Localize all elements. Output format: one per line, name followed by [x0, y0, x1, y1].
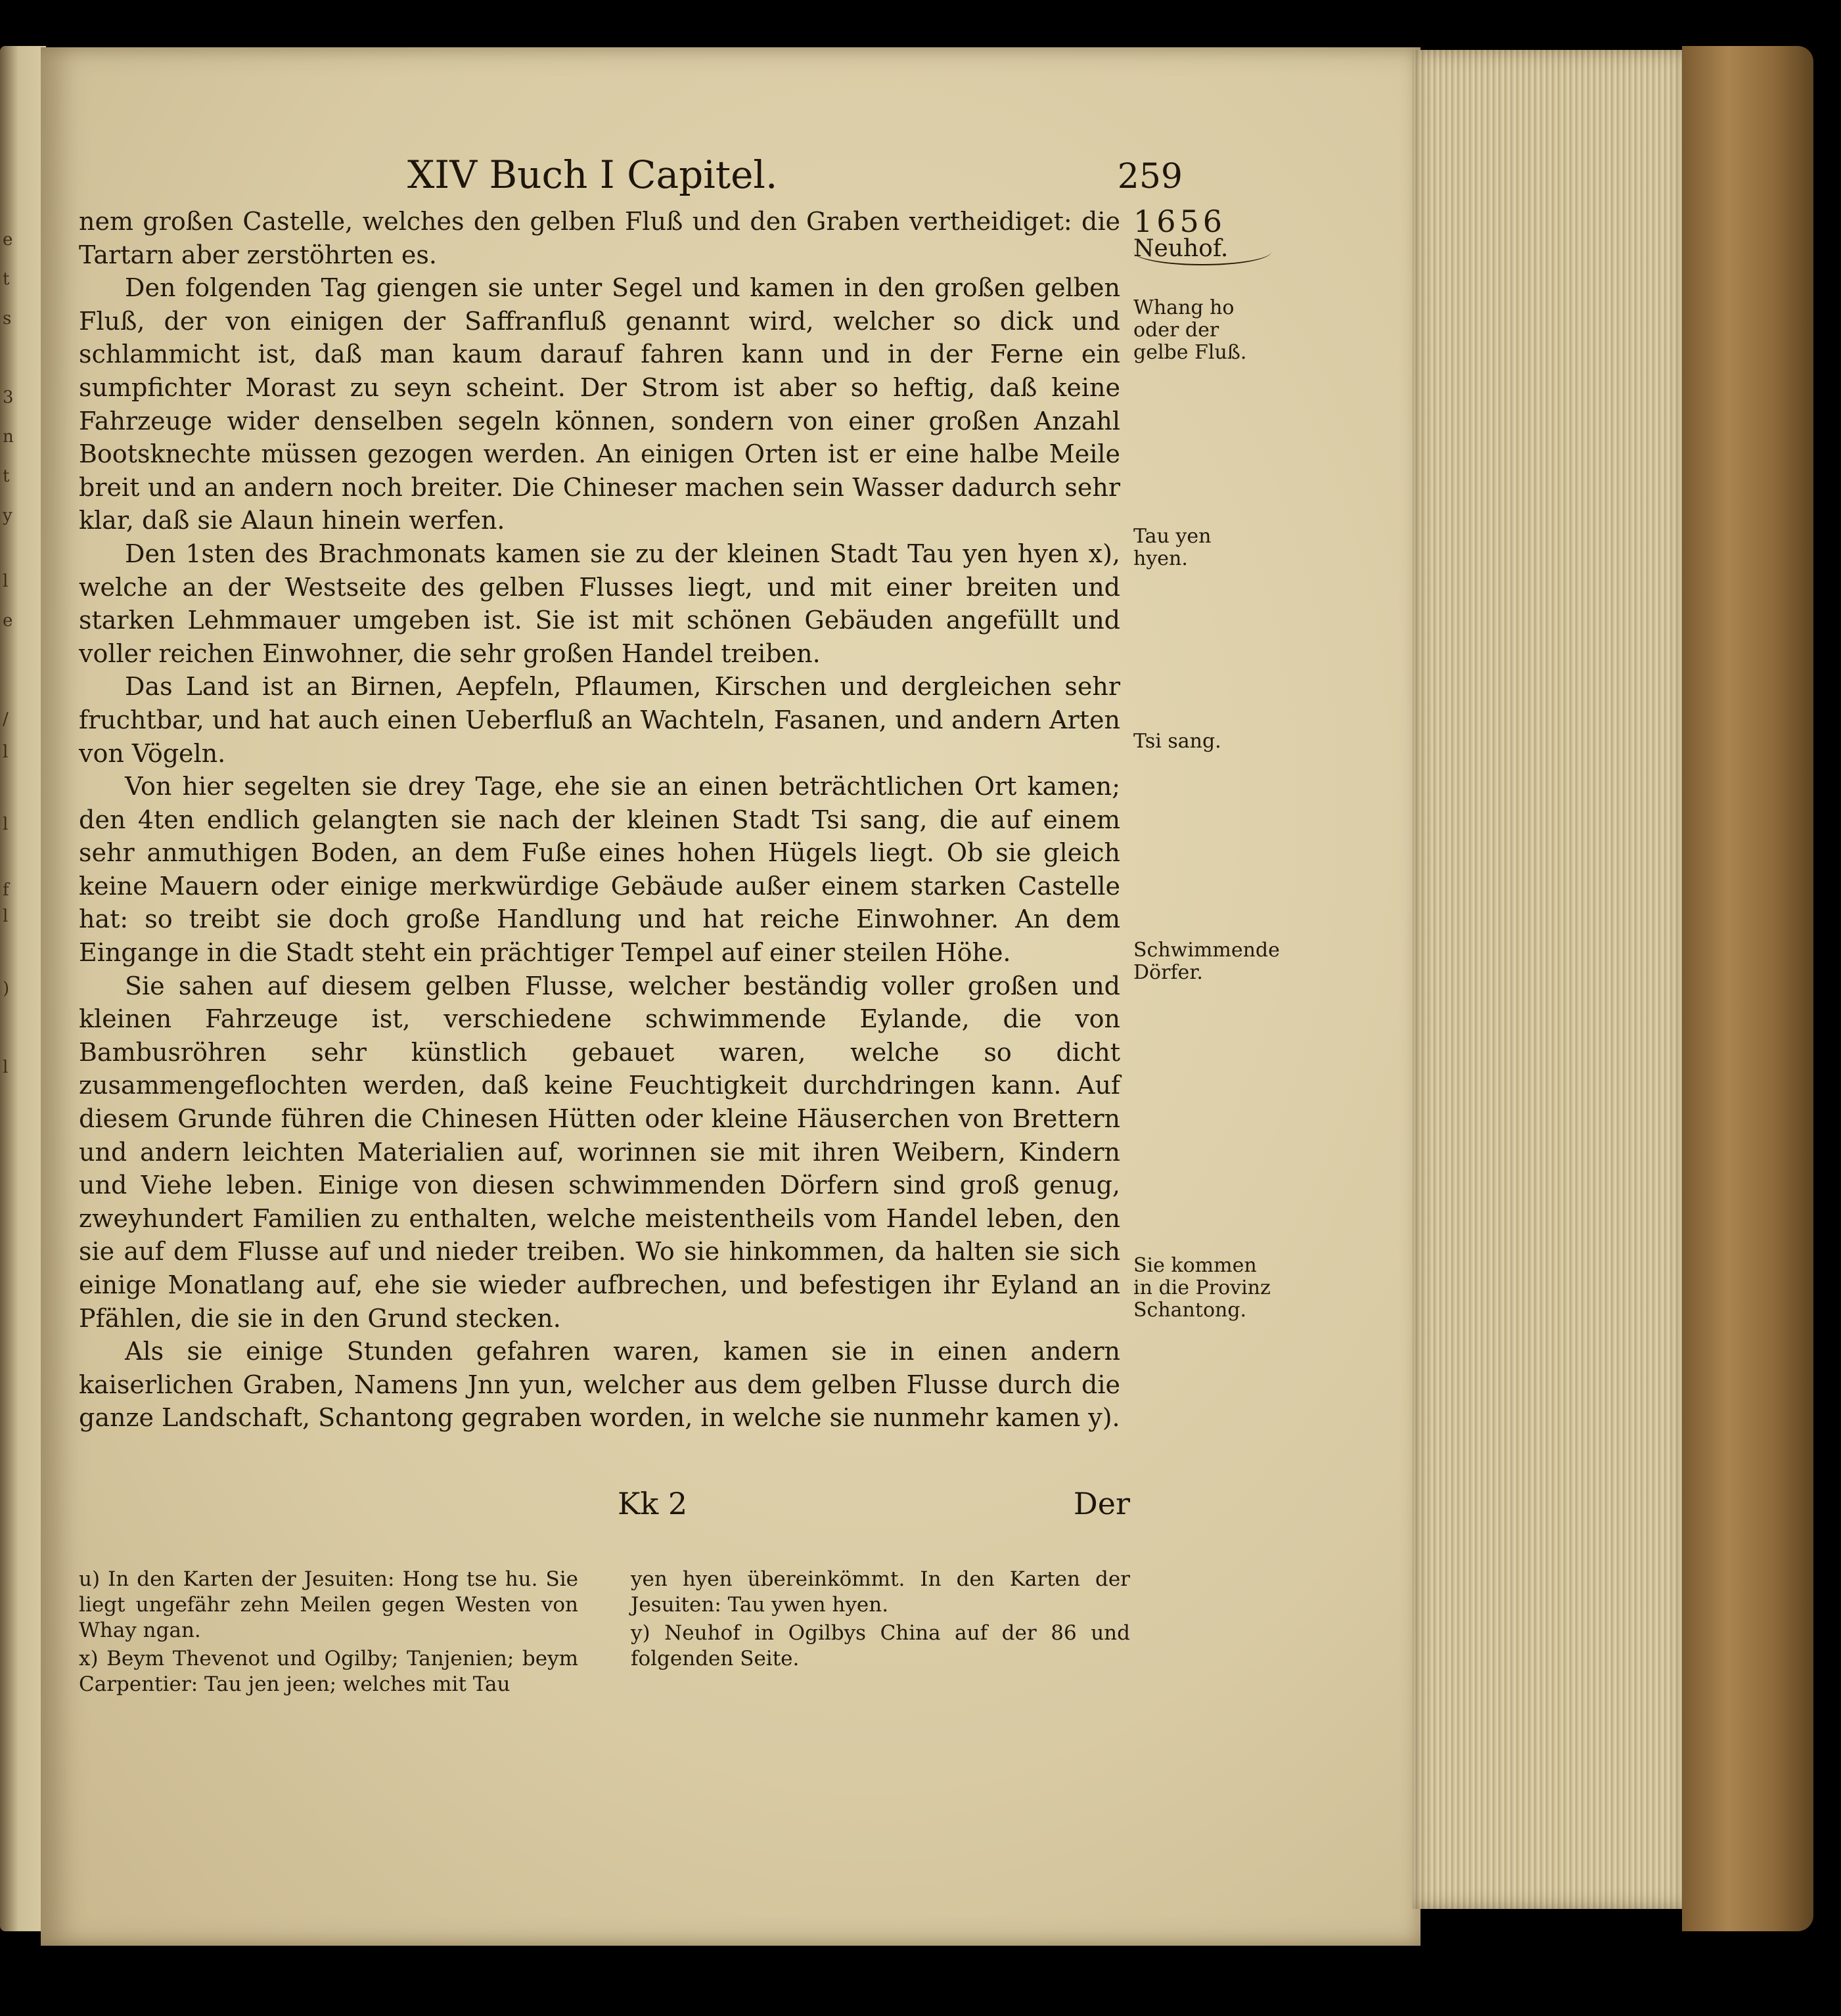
edge-mark: f: [3, 880, 9, 900]
paragraph: Den 1sten des Brachmonats kamen sie zu der kleinen Stadt Tau yen hyen x), welche an der Westseite des gelben Flusses liegt, und mit einer breiten und starken Lehmmauer umgeben ist. Sie ist mit schönen Gebäuden angefüllt und voller reichen Einwohner, die sehr großen Handel treiben.: [79, 539, 1120, 668]
footnote-column-right: [631, 1567, 1130, 1700]
edge-mark: /: [3, 709, 9, 729]
edge-mark: l: [3, 571, 9, 591]
catchword: Der: [1073, 1486, 1130, 1521]
margin-note: Whang ho oder der gelbe Fluß.: [1133, 296, 1247, 364]
signature-mark: Kk 2: [618, 1486, 688, 1521]
footnote: y) Neuhof in Ogilbys China auf der 86 und folgenden Seite.: [631, 1621, 1130, 1670]
margin-author: Neuhof.: [1133, 238, 1271, 265]
edge-mark: l: [3, 907, 9, 926]
edge-mark: n: [3, 427, 14, 447]
edge-mark: e: [3, 230, 13, 250]
footnote: x) Beym Thevenot und Ogilby; Tanjenien; beym Carpentier: Tau jen jeen; welches mit Tau: [79, 1647, 578, 1696]
edge-mark: 3: [3, 388, 14, 407]
edge-mark: t: [3, 466, 10, 486]
margin-year: 1656: [1133, 204, 1227, 239]
edge-mark: e: [3, 611, 13, 631]
footnotes: [79, 1567, 1130, 1700]
footnote: yen hyen übereinkömmt. In den Karten der Jesuiten: Tau ywen hyen.: [631, 1567, 1130, 1617]
edge-mark: l: [3, 1058, 9, 1077]
running-title: XIV Buch I Capitel.: [407, 152, 778, 197]
page-edges: [1413, 50, 1689, 1909]
margin-note: Tsi sang.: [1133, 730, 1221, 753]
paragraph: Sie sahen auf diesem gelben Flusse, welcher beständig voller großen und kleinen Fahrzeuge ist, verschiedene schwimmende Eylande, die von Bambusröhren sehr künstlich gebauet waren, welche so dicht zusammengeflochten werden, daß keine Feuchtigkeit durchdringen kann. Auf diesem Grunde führen die Chinesen Hütten oder kleine Häuserchen von Brettern und andern leichten Materialien auf, worinnen sie mit ihren Weibern, Kindern und Viehe leben. Einige von diesen schwimmenden Dörfern sind groß genug, zweyhundert Familien zu enthalten, welche meistentheils vom Handel leben, den sie auf dem Flusse auf und nieder treiben. Wo sie hinkommen, da halten sie sich einige Monatlang auf, ehe sie wieder aufbrechen, und befestigen ihr Eyland an Pfählen, die sie in den Grund stecken.: [79, 971, 1120, 1333]
margin-note: Sie kommen in die Provinz Schantong.: [1133, 1254, 1271, 1322]
body-text: [79, 205, 1120, 1435]
edge-mark: ): [3, 979, 10, 998]
footnote: u) In den Karten der Jesuiten: Hong tse hu. Sie liegt ungefähr zehn Meilen gegen Westen von Whay ngan.: [79, 1567, 578, 1642]
edge-mark: s: [3, 309, 12, 328]
footnote-column-left: [79, 1567, 578, 1700]
book-cover: [1682, 46, 1813, 1931]
paragraph: nem großen Castelle, welches den gelben Fluß und den Graben vertheidiget: die Tartarn aber zerstöhrten es.: [79, 207, 1120, 269]
edge-mark: l: [3, 742, 9, 762]
edge-mark: l: [3, 815, 9, 834]
paragraph: Den folgenden Tag giengen sie unter Segel und kamen in den großen gelben Fluß, der von einigen der Saffranfluß genannt wird, welcher so dick und schlammicht ist, daß man kaum darauf fahren kann und in der Ferne ein sumpfichter Morast zu seyn scheint. Der Strom ist aber so heftig, daß keine Fahrzeuge wider denselben segeln können, sondern von einer großen Anzahl Bootsknechte müssen gezogen werden. An einigen Orten ist er eine halbe Meile breit und an andern noch breiter. Die Chineser machen sein Wasser dadurch sehr klar, daß sie Alaun hinein werfen.: [79, 273, 1120, 535]
paragraph: Das Land ist an Birnen, Aepfeln, Pflaumen, Kirschen und dergleichen sehr fruchtbar, und hat auch einen Ueberfluß an Wachteln, Fasanen, und andern Arten von Vögeln.: [79, 672, 1120, 768]
catchline: [618, 1486, 1130, 1521]
edge-mark: t: [3, 269, 10, 289]
margin-year-author: [1133, 205, 1271, 273]
left-page-edge: [0, 46, 46, 1931]
margin-note: Tau yen hyen.: [1133, 525, 1212, 570]
paragraph: Als sie einige Stunden gefahren waren, kamen sie in einen andern kaiserlichen Graben, Namens Jnn yun, welcher aus dem gelben Flusse durch die ganze Landschaft, Schantong gegraben worden, in welche sie nunmehr kamen y).: [79, 1337, 1120, 1433]
margin-note: Schwimmende Dörfer.: [1133, 939, 1280, 984]
edge-mark: y: [3, 506, 12, 526]
paragraph: Von hier segelten sie drey Tage, ehe sie an einen beträchtlichen Ort kamen; den 4ten endlich gelangten sie nach der kleinen Stadt Tsi sang, die auf einem sehr anmuthigen Boden, an dem Fuße eines hohen Hügels liegt. Ob sie gleich keine Mauern oder einige merkwürdige Gebäude außer einem starken Castelle hat: so treibt sie doch große Handlung und hat reiche Einwohner. An dem Eingange in die Stadt steht ein prächtiger Tempel auf einer steilen Höhe.: [79, 772, 1120, 968]
page-number: 259: [1117, 157, 1183, 196]
running-head: [407, 152, 1183, 197]
